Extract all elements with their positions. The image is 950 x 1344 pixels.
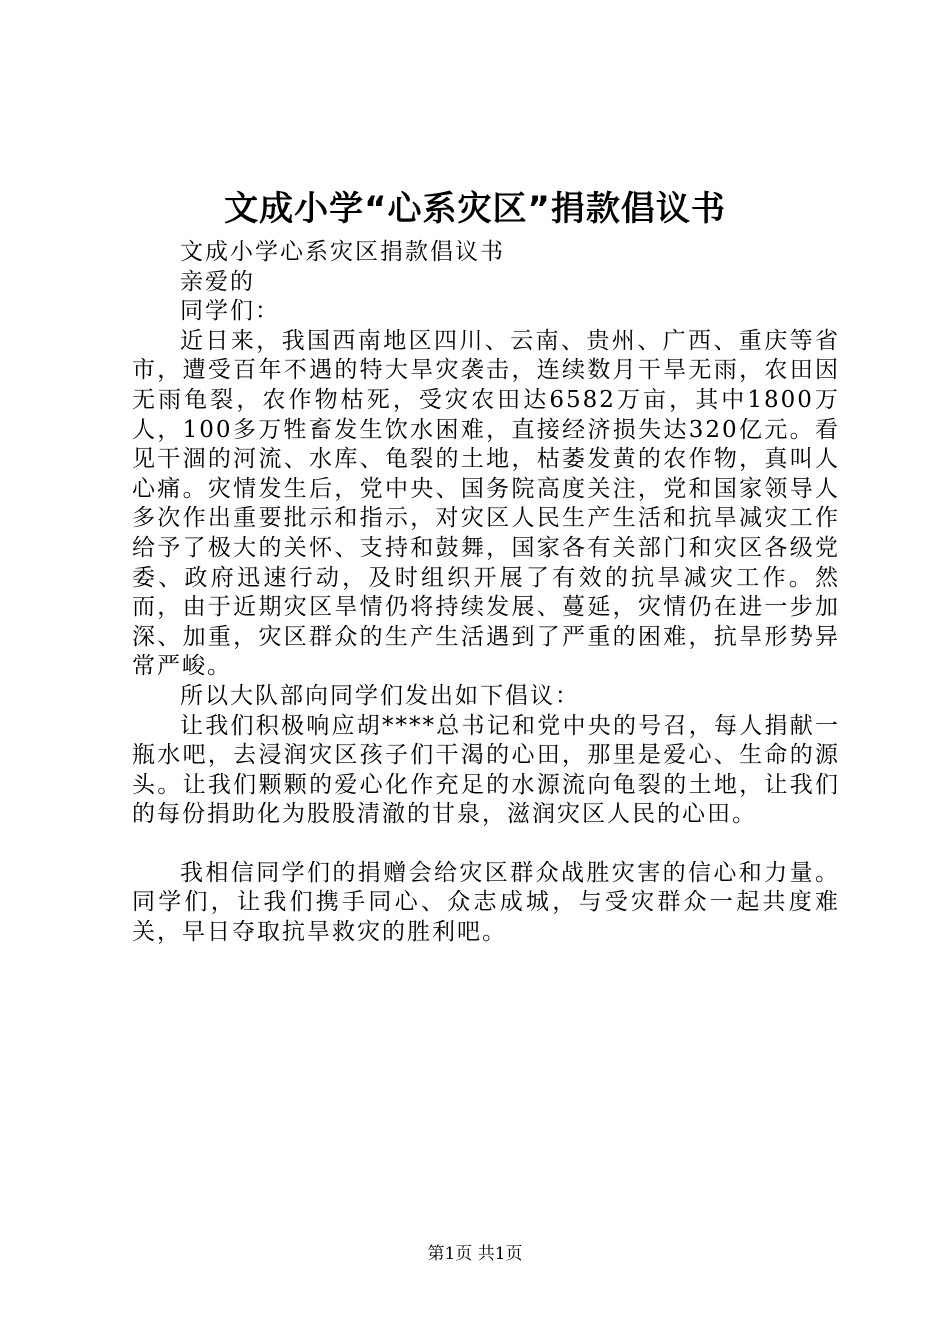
page-footer: 第1页 共1页 (427, 1244, 523, 1264)
paragraph-salutation-2: 同学们： (180, 298, 280, 325)
document-body (132, 238, 840, 948)
paragraph-closing: 我相信同学们的捐赠会给灾区群众战胜灾害的信心和力量。同学们，让我们携手同心、众志成城，与受灾群众一起共度难关，早日夺取抗旱救灾的胜利吧。 (132, 859, 840, 946)
paragraph-heading: 文成小学心系灾区捐款倡议书 (180, 239, 505, 265)
paragraph-salutation: 亲爱的 (180, 268, 255, 295)
paragraph-proposal: 让我们积极响应胡****总书记和党中央的号召，每人捐献一瓶水吧，去浸润灾区孩子们干渴的心田，那里是爱心、生命的源头。让我们颗颗的爱心化作充足的水源流向龟裂的土地，让我们的每份捐助化为股股清澈的甘泉，滋润灾区人民的心田。 (132, 712, 840, 828)
paragraph-background: 近日来，我国西南地区四川、云南、贵州、广西、重庆等省市，遭受百年不遇的特大旱灾袭击，连续数月干旱无雨，农田因无雨龟裂，农作物枯死，受灾农田达6582万亩，其中1800万人，100多万牲畜发生饮水困难，直接经济损失达320亿元。看见干涸的河流、水库、龟裂的土地，枯萎发黄的农作物，真叫人心痛。灾情发生后，党中央、国务院高度关注，党和国家领导人多次作出重要批示和指示，对灾区人民生产生活和抗旱减灾工作给予了极大的关怀、支持和鼓舞，国家各有关部门和灾区各级党委、政府迅速行动，及时组织开展了有效的抗旱减灾工作。然而，由于近期灾区旱情仍将持续发展、蔓延，灾情仍在进一步加深、加重，灾区群众的生产生活遇到了严重的困难，抗旱形势异常严峻。 (132, 327, 840, 680)
paragraph-intro-proposal: 所以大队部向同学们发出如下倡议： (180, 682, 580, 709)
document-title: 文成小学“心系灾区”捐款倡议书 (224, 189, 726, 229)
